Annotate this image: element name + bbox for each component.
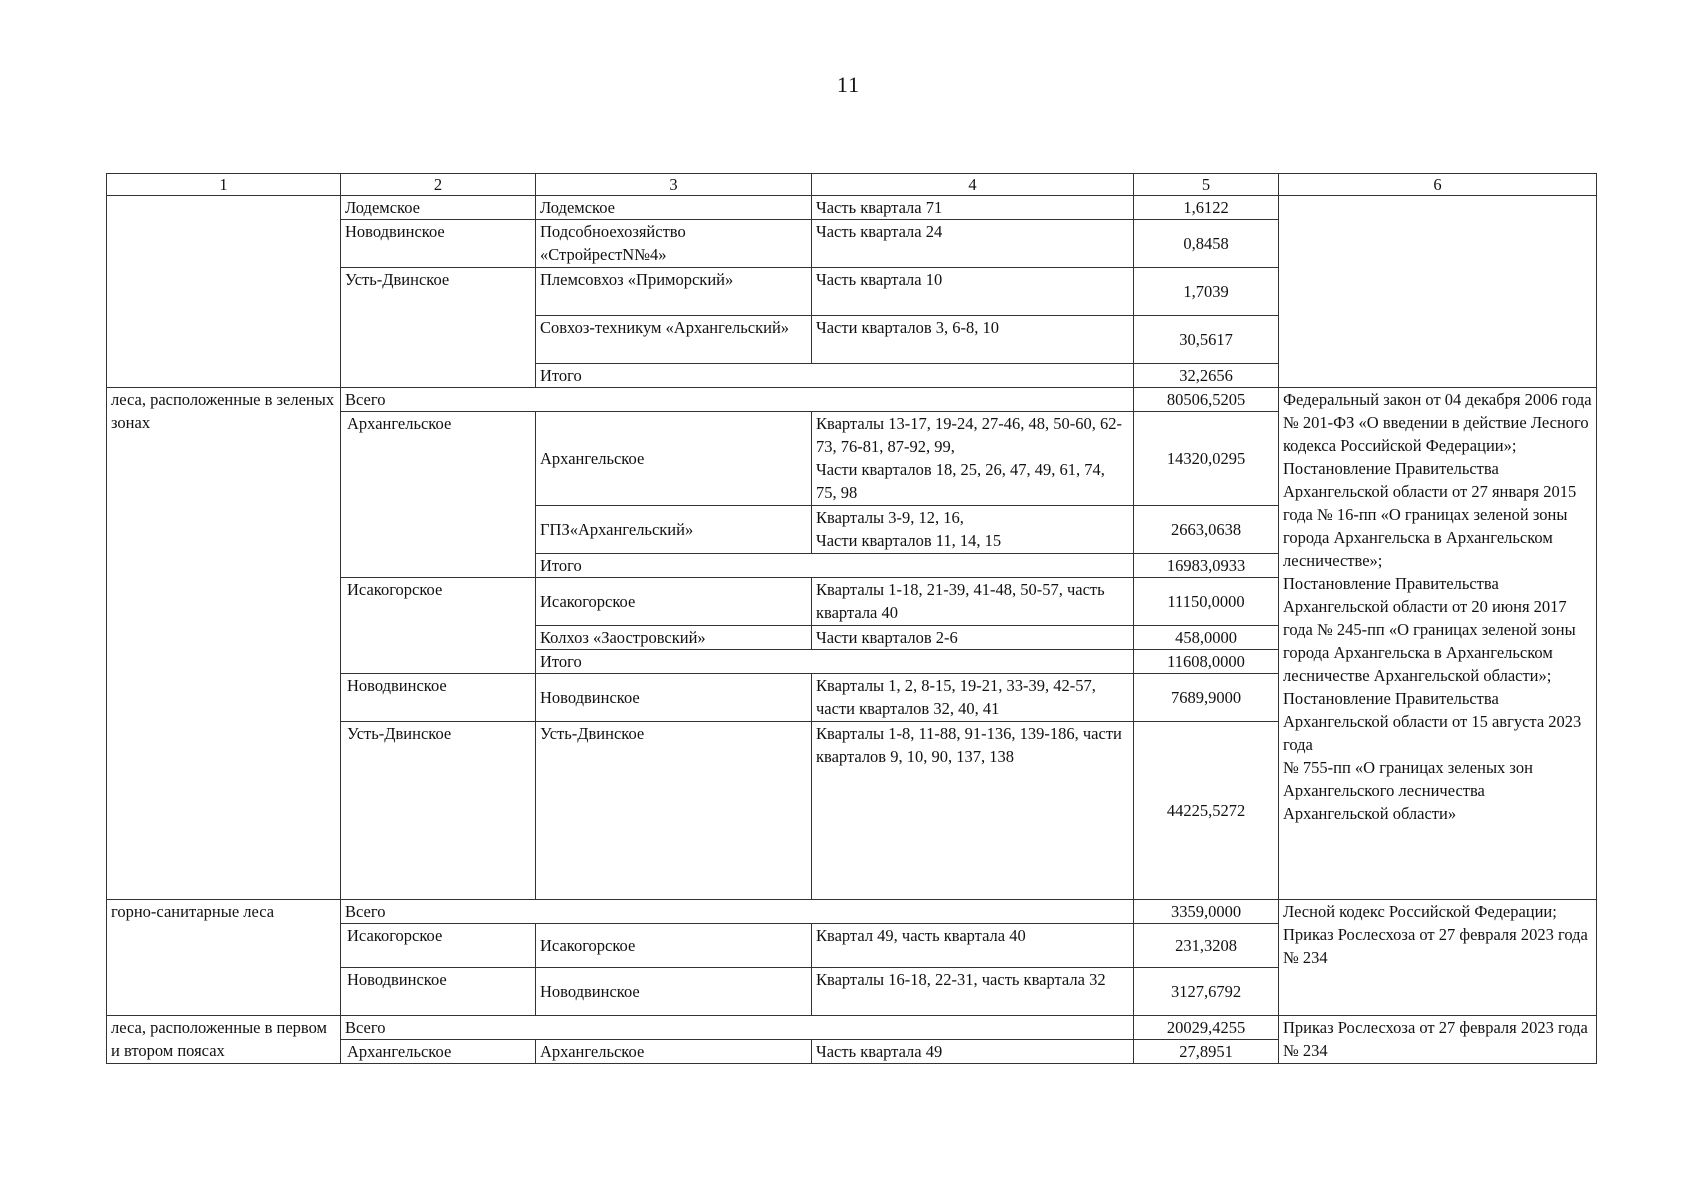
total-label: Всего bbox=[341, 1016, 1134, 1040]
quarters-cell: Часть квартала 24 bbox=[812, 220, 1134, 268]
quarters-cell: Кварталы 1, 2, 8-15, 19-21, 33-39, 42-57, части кварталов 32, 40, 41 bbox=[812, 674, 1134, 722]
quarters-cell: Квартал 49, часть квартала 40 bbox=[812, 924, 1134, 968]
forestry-cell: Племсовхоз «Приморский» bbox=[536, 268, 812, 316]
area-cell: 14320,0295 bbox=[1134, 412, 1279, 506]
empty-cell bbox=[107, 196, 341, 388]
quarters-cell bbox=[812, 412, 1134, 506]
district-cell: Новодвинское bbox=[341, 674, 536, 722]
total-value: 3359,0000 bbox=[1134, 900, 1279, 924]
forestry-cell: Исакогорское bbox=[536, 578, 812, 626]
area-cell: 27,8951 bbox=[1134, 1040, 1279, 1064]
category-cell: леса, расположенные в зеленых зонах bbox=[107, 388, 341, 900]
forestry-cell: Колхоз «Заостровский» bbox=[536, 626, 812, 650]
page-number: 11 bbox=[836, 72, 861, 97]
district-cell: Усть-Двинское bbox=[341, 268, 536, 388]
forestry-cell: Усть-Двинское bbox=[536, 722, 812, 900]
forestry-cell: Архангельское bbox=[536, 412, 812, 506]
quarters-cell: Кварталы 1-18, 21-39, 41-48, 50-57, часть квартала 40 bbox=[812, 578, 1134, 626]
subtotal-label: Итого bbox=[536, 554, 1134, 578]
area-cell: 0,8458 bbox=[1134, 220, 1279, 268]
forestry-cell: Лодемское bbox=[536, 196, 812, 220]
total-label: Всего bbox=[341, 900, 1134, 924]
district-cell: Усть-Двинское bbox=[341, 722, 536, 900]
forestry-cell: ГПЗ«Архангельский» bbox=[536, 506, 812, 554]
total-value: 80506,5205 bbox=[1134, 388, 1279, 412]
subtotal-value: 16983,0933 bbox=[1134, 554, 1279, 578]
legal-basis-line: Постановление Правительства Архангельской области от 27 января 2015 года № 16-пп «О границах зеленой зоны города Архангельска в Архангельском лесничестве»; bbox=[1283, 459, 1577, 570]
area-cell: 3127,6792 bbox=[1134, 968, 1279, 1016]
area-cell: 30,5617 bbox=[1134, 316, 1279, 364]
legal-basis-cell bbox=[1279, 388, 1597, 900]
quarters-cell bbox=[812, 506, 1134, 554]
total-row bbox=[107, 900, 1597, 924]
quarters-cell: Кварталы 16-18, 22-31, часть квартала 32 bbox=[812, 968, 1134, 1016]
column-header: 5 bbox=[1134, 174, 1279, 196]
column-header: 3 bbox=[536, 174, 812, 196]
quarters-line: Кварталы 3-9, 12, 16, bbox=[816, 508, 964, 527]
forestry-cell: Новодвинское bbox=[536, 674, 812, 722]
quarters-line: Части кварталов 18, 25, 26, 47, 49, 61, 74, 75, 98 bbox=[816, 460, 1105, 502]
header-row bbox=[107, 174, 1597, 196]
total-row bbox=[107, 388, 1597, 412]
district-cell: Новодвинское bbox=[341, 968, 536, 1016]
quarters-line: Части кварталов 11, 14, 15 bbox=[816, 531, 1002, 550]
total-label: Всего bbox=[341, 388, 1134, 412]
subtotal-value: 32,2656 bbox=[1134, 364, 1279, 388]
district-cell: Лодемское bbox=[341, 196, 536, 220]
legal-basis-line: Приказ Рослесхоза от 27 февраля 2023 года № 234 bbox=[1283, 925, 1588, 967]
column-header: 2 bbox=[341, 174, 536, 196]
legal-basis-line: Постановление Правительства Архангельской области от 15 августа 2023 года bbox=[1283, 689, 1582, 754]
area-cell: 1,6122 bbox=[1134, 196, 1279, 220]
legal-basis-cell bbox=[1279, 900, 1597, 1016]
legal-basis-line: Лесной кодекс Российской Федерации; bbox=[1283, 902, 1557, 921]
area-cell: 458,0000 bbox=[1134, 626, 1279, 650]
table-row bbox=[107, 196, 1597, 220]
area-cell: 1,7039 bbox=[1134, 268, 1279, 316]
forestry-cell: Исакогорское bbox=[536, 924, 812, 968]
subtotal-value: 11608,0000 bbox=[1134, 650, 1279, 674]
district-cell: Новодвинское bbox=[341, 220, 536, 268]
column-header: 1 bbox=[107, 174, 341, 196]
empty-cell bbox=[1279, 196, 1597, 388]
forestry-cell: Подсобноехозяйство «СтройрестN№4» bbox=[536, 220, 812, 268]
area-cell: 11150,0000 bbox=[1134, 578, 1279, 626]
quarters-cell: Части кварталов 2-6 bbox=[812, 626, 1134, 650]
subtotal-label: Итого bbox=[536, 364, 1134, 388]
legal-basis-cell: Приказ Рослесхоза от 27 февраля 2023 года № 234 bbox=[1279, 1016, 1597, 1064]
district-cell: Архангельское bbox=[341, 1040, 536, 1064]
category-cell: горно-санитарные леса bbox=[107, 900, 341, 1016]
quarters-cell: Часть квартала 49 bbox=[812, 1040, 1134, 1064]
forestry-cell: Новодвинское bbox=[536, 968, 812, 1016]
subtotal-label: Итого bbox=[536, 650, 1134, 674]
area-cell: 231,3208 bbox=[1134, 924, 1279, 968]
area-cell: 44225,5272 bbox=[1134, 722, 1279, 900]
category-cell: леса, расположенные в первом и втором поясах bbox=[107, 1016, 341, 1064]
forestry-cell: Архангельское bbox=[536, 1040, 812, 1064]
area-cell: 2663,0638 bbox=[1134, 506, 1279, 554]
quarters-cell: Кварталы 1-8, 11-88, 91-136, 139-186, части кварталов 9, 10, 90, 137, 138 bbox=[812, 722, 1134, 900]
column-header: 4 bbox=[812, 174, 1134, 196]
legal-basis-line: Постановление Правительства Архангельской области от 20 июня 2017 года № 245-пп «О границах зеленой зоны города Архангельска в Архангельском лесничестве Архангельской области»; bbox=[1283, 574, 1576, 685]
quarters-cell: Часть квартала 71 bbox=[812, 196, 1134, 220]
district-cell: Исакогорское bbox=[341, 578, 536, 674]
quarters-cell: Часть квартала 10 bbox=[812, 268, 1134, 316]
district-cell: Исакогорское bbox=[341, 924, 536, 968]
forest-table bbox=[106, 173, 1597, 1064]
quarters-cell: Части кварталов 3, 6-8, 10 bbox=[812, 316, 1134, 364]
column-header: 6 bbox=[1279, 174, 1597, 196]
quarters-line: Кварталы 13-17, 19-24, 27-46, 48, 50-60, 62-73, 76-81, 87-92, 99, bbox=[816, 414, 1122, 456]
total-row bbox=[107, 1016, 1597, 1040]
legal-basis-line: Федеральный закон от 04 декабря 2006 года № 201-ФЗ «О введении в действие Лесного кодекса Российской Федерации»; bbox=[1283, 390, 1592, 455]
forestry-cell: Совхоз-техникум «Архангельский» bbox=[536, 316, 812, 364]
legal-basis-line: № 755-пп «О границах зеленых зон Архангельского лесничества Архангельской области» bbox=[1283, 758, 1533, 823]
district-cell: Архангельское bbox=[341, 412, 536, 578]
total-value: 20029,4255 bbox=[1134, 1016, 1279, 1040]
area-cell: 7689,9000 bbox=[1134, 674, 1279, 722]
